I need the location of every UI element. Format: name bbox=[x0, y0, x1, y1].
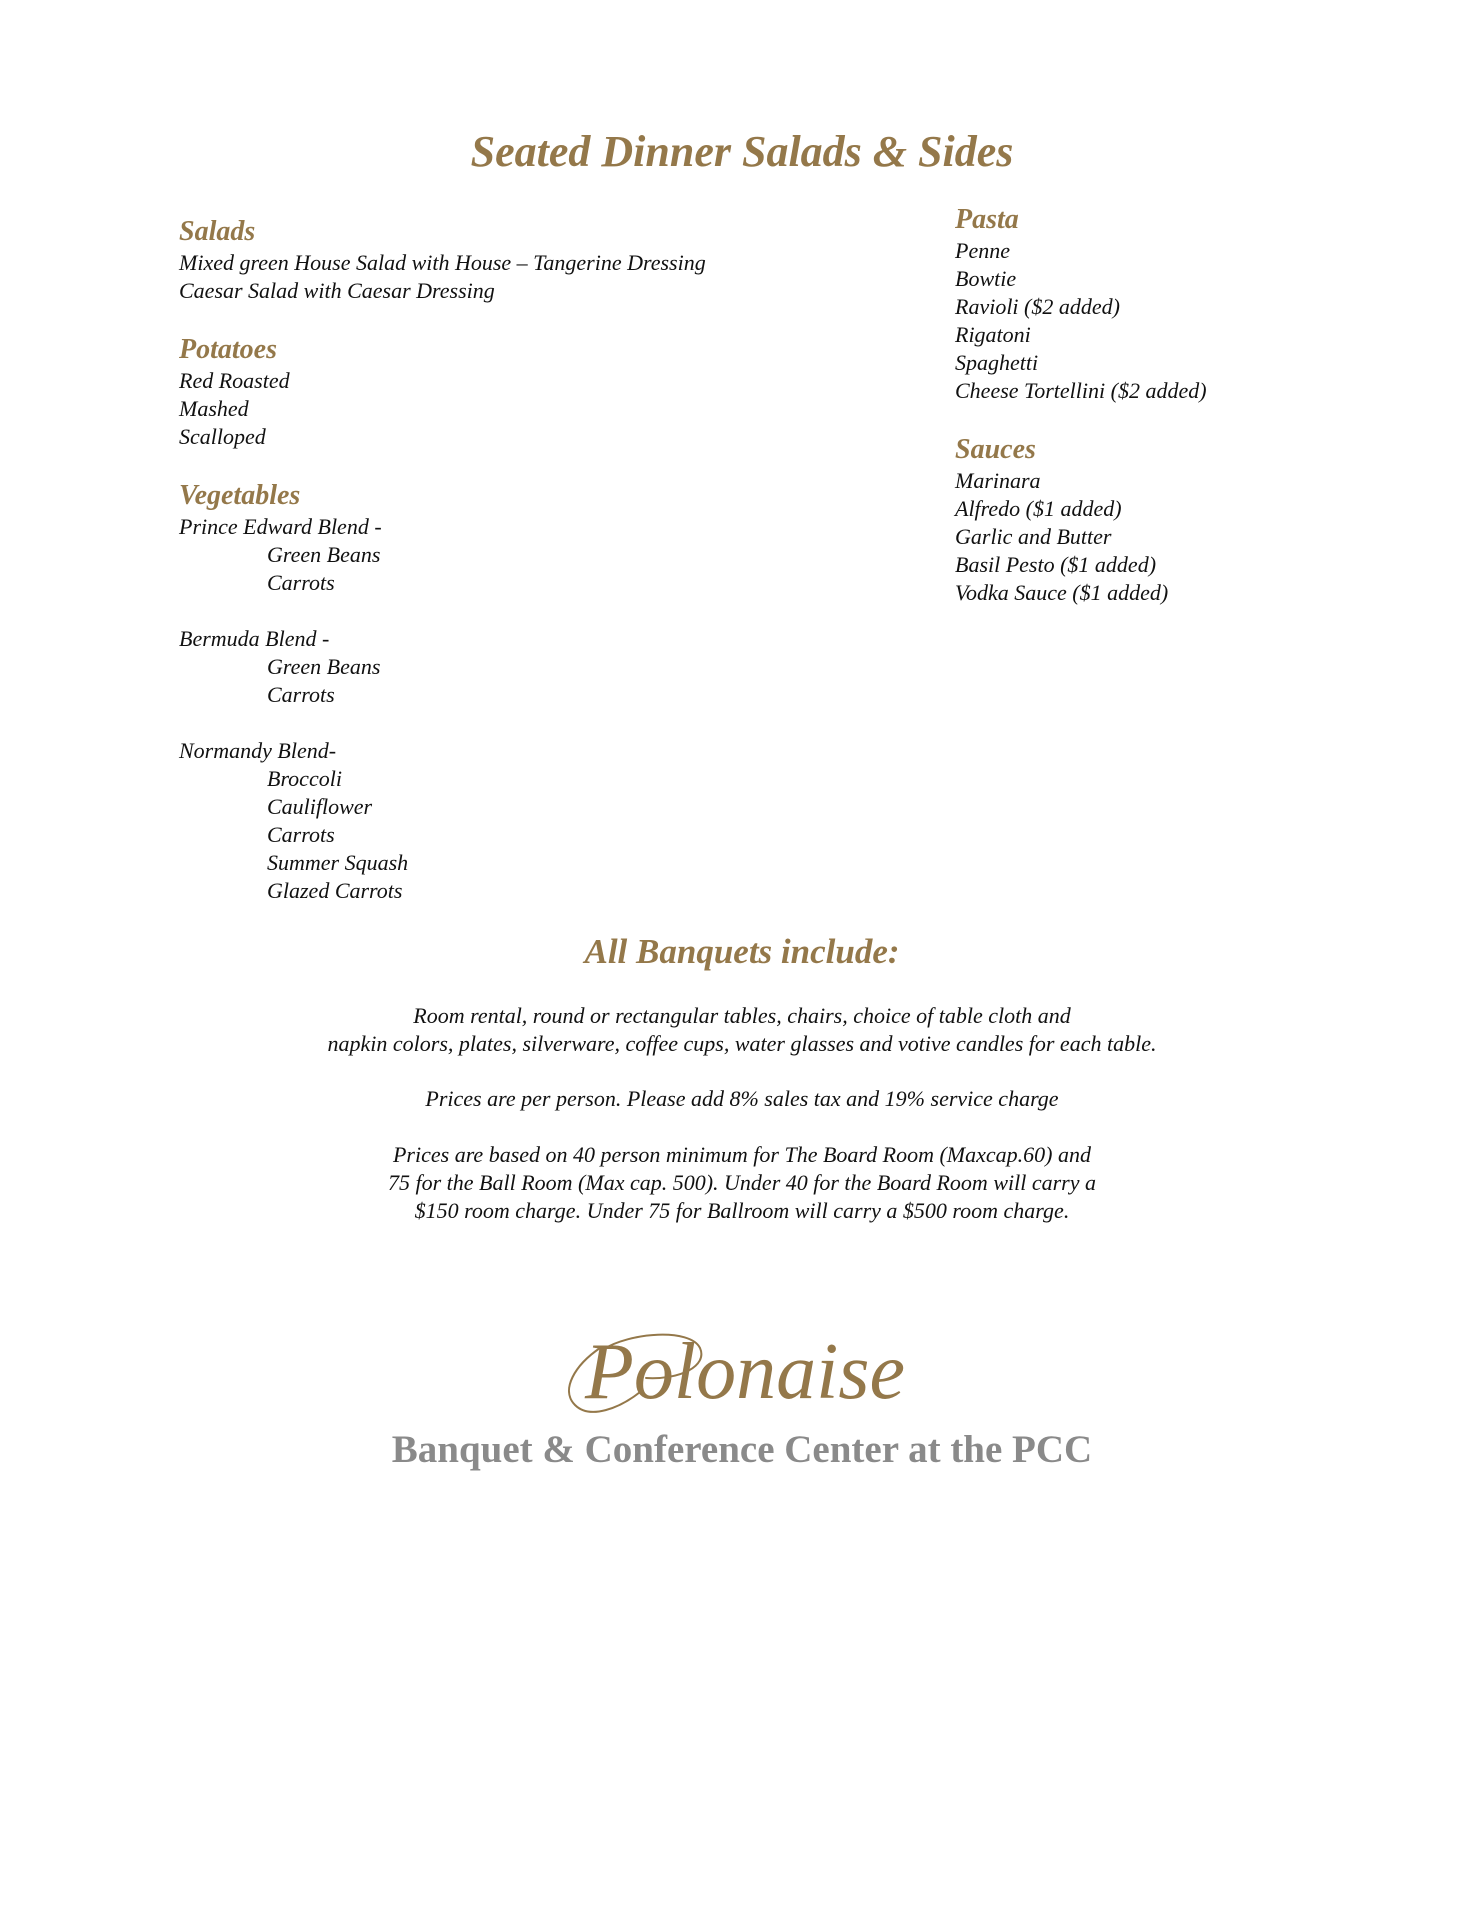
minimum-line: Prices are based on 40 person minimum for The Board Room (Maxcap.60) and bbox=[392, 1142, 1091, 1167]
blend-name: Prince Edward Blend - bbox=[179, 514, 382, 539]
potato-item: Red Roasted bbox=[179, 368, 290, 393]
potatoes-heading: Potatoes bbox=[179, 334, 277, 365]
blend-item: Cauliflower bbox=[267, 794, 373, 819]
pasta-heading: Pasta bbox=[955, 204, 1019, 235]
blend-item: Green Beans bbox=[267, 542, 381, 567]
blend-item: Glazed Carrots bbox=[267, 878, 403, 903]
salads-heading: Salads bbox=[179, 216, 256, 247]
includes-line: napkin colors, plates, silverware, coffee cups, water glasses and votive candles for each table. bbox=[327, 1031, 1157, 1056]
potatoes-section bbox=[179, 333, 879, 451]
pricing-note bbox=[0, 1085, 1484, 1113]
vegetables-section bbox=[179, 479, 879, 905]
sauce-item: Alfredo ($1 added) bbox=[955, 496, 1122, 521]
blend-name: Bermuda Blend - bbox=[179, 626, 330, 651]
sauce-item: Garlic and Butter bbox=[955, 524, 1112, 549]
pasta-item: Rigatoni bbox=[955, 322, 1031, 347]
pasta-item: Ravioli ($2 added) bbox=[955, 294, 1120, 319]
logo-text: Polonaise bbox=[585, 1328, 905, 1416]
banquet-includes bbox=[0, 1002, 1484, 1058]
potato-item: Mashed bbox=[179, 396, 249, 421]
banquets-title: All Banquets include: bbox=[584, 932, 900, 971]
page-title: Seated Dinner Salads & Sides bbox=[470, 127, 1014, 176]
left-column bbox=[179, 215, 879, 905]
includes-line: Room rental, round or rectangular tables, chairs, choice of table cloth and bbox=[413, 1003, 1071, 1028]
minimum-note bbox=[0, 1141, 1484, 1225]
blend-item: Carrots bbox=[267, 570, 335, 595]
right-column bbox=[955, 203, 1375, 607]
pasta-item: Cheese Tortellini ($2 added) bbox=[955, 378, 1207, 403]
salads-section bbox=[179, 215, 879, 305]
minimum-line: $150 room charge. Under 75 for Ballroom will carry a $500 room charge. bbox=[414, 1198, 1070, 1223]
sauce-item: Marinara bbox=[955, 468, 1041, 493]
minimum-line: 75 for the Ball Room (Max cap. 500). Under 40 for the Board Room will carry a bbox=[388, 1170, 1096, 1195]
sauces-heading: Sauces bbox=[955, 434, 1036, 465]
venue-subtitle: Banquet & Conference Center at the PCC bbox=[391, 1428, 1093, 1471]
sauces-section bbox=[955, 433, 1375, 607]
potato-item: Scalloped bbox=[179, 424, 266, 449]
blend-item: Broccoli bbox=[267, 766, 342, 791]
vegetables-heading: Vegetables bbox=[179, 480, 301, 511]
salad-item: Mixed green House Salad with House – Tangerine Dressing bbox=[179, 250, 706, 275]
polonaise-logo bbox=[0, 1320, 1484, 1420]
blend-item: Green Beans bbox=[267, 654, 381, 679]
pasta-section bbox=[955, 203, 1375, 405]
blend-item: Carrots bbox=[267, 682, 335, 707]
sauce-item: Basil Pesto ($1 added) bbox=[955, 552, 1157, 577]
sauce-item: Vodka Sauce ($1 added) bbox=[955, 580, 1169, 605]
pasta-item: Penne bbox=[955, 238, 1010, 263]
blend-item: Carrots bbox=[267, 822, 335, 847]
salad-item: Caesar Salad with Caesar Dressing bbox=[179, 278, 495, 303]
blend-name: Normandy Blend- bbox=[179, 738, 337, 763]
pricing-line: Prices are per person. Please add 8% sales tax and 19% service charge bbox=[425, 1086, 1059, 1111]
blend-item: Summer Squash bbox=[267, 850, 409, 875]
pasta-item: Spaghetti bbox=[955, 350, 1039, 375]
pasta-item: Bowtie bbox=[955, 266, 1017, 291]
